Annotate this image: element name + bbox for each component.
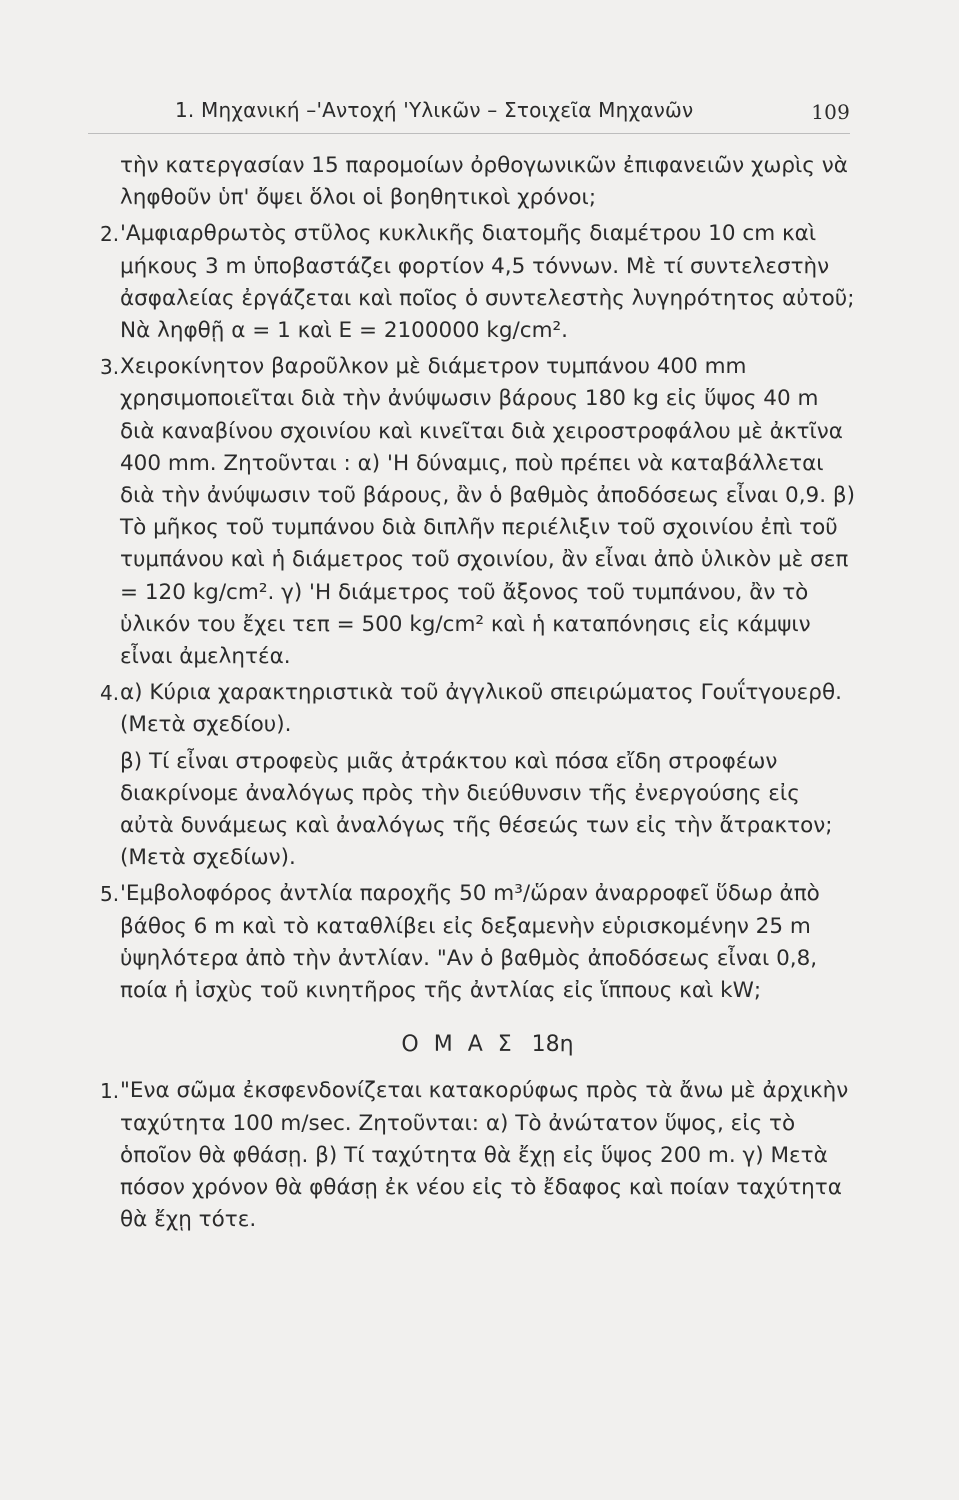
header-rule [88, 133, 850, 134]
problem-number: 1. [100, 1079, 120, 1104]
section-label: Ο Μ Α Σ [401, 1032, 516, 1058]
page-body [100, 150, 855, 1237]
problem-number: 2. [100, 222, 120, 247]
problem-text: α) Κύρια χαρακτηριστικὰ τοῦ ἀγγλικοῦ σπειρώματος Γουΐτγουερθ. (Μετὰ σχεδίου). [120, 680, 842, 738]
section-problem-1 [100, 1075, 855, 1236]
problem-4 [100, 677, 855, 874]
problem-subtext: β) Τί εἶναι στροφεὺς μιᾶς ἀτράκτου καὶ πόσα εἴδη στροφέων διακρίνομε ἀναλόγως πρὸς τὴν διεύθυνσιν τῆς ἐνεργούσης εἰς αὐτὰ δυνάμεως καὶ ἀναλόγως τῆς θέσεώς των εἰς τὴν ἄτρακτον; (Μετὰ σχεδίων). [120, 748, 833, 871]
continuation-paragraph: τὴν κατεργασίαν 15 παρομοίων ὀρθογωνικῶν ἐπιφανειῶν χωρὶς νὰ ληφθοῦν ὑπ' ὄψει ὅλοι οἱ βοηθητικοὶ χρόνοι; [120, 153, 848, 211]
problem-number: 5. [100, 882, 120, 907]
section-heading [120, 1029, 855, 1061]
problem-text: "Ενα σῶμα ἐκσφενδονίζεται κατακορύφως πρὸς τὰ ἄνω μὲ ἀρχικὴν ταχύτητα 100 m/sec. Ζητοῦνται: α) Τὸ ἀνώτατον ὕψος, εἰς τὸ ὁποῖον θὰ φθάσῃ. β) Τί ταχύτητα θὰ ἔχῃ εἰς ὕψος 200 m. γ) Μετὰ πόσον χρόνον θὰ φθάσῃ ἐκ νέου εἰς τὸ ἔδαφος καὶ ποίαν ταχύτητα θὰ ἔχῃ τότε. [120, 1078, 849, 1233]
problem-number: 4. [100, 681, 120, 706]
problem-3 [100, 351, 855, 673]
problem-text: 'Εμβολοφόρος ἀντλία παροχῆς 50 m³/ὥραν ἀναρροφεῖ ὕδωρ ἀπὸ βάθος 6 m καὶ τὸ καταθλίβει εἰς δεξαμενὴν εὑρισκομένην 25 m ὑψηλότερα ἀπὸ τὴν ἀντλίαν. "Αν ὁ βαθμὸς ἀποδόσεως εἶναι 0,8, ποία ἡ ἰσχὺς τοῦ κινητῆρος τῆς ἀντλίας εἰς ἵππους καὶ kW; [120, 881, 820, 1004]
running-header [175, 98, 850, 122]
header-title: 1. Μηχανική –'Αντοχή 'Υλικῶν – Στοιχεῖα Μηχανῶν [175, 98, 694, 122]
problem-text: 'Αμφιαρθρωτὸς στῦλος κυκλικῆς διατομῆς διαμέτρου 10 cm καὶ μήκους 3 m ὑποβαστάζει φορτίον 4,5 τόννων. Μὲ τί συντελεστὴν ἀσφαλείας ἐργάζεται καὶ ποῖος ὁ συντελεστὴς λυγηρότητος αὐτοῦ; Νὰ ληφθῇ α = 1 καὶ Ε = 2100000 kg/cm². [120, 221, 855, 344]
problem-text: Χειροκίνητον βαροῦλκον μὲ διάμετρον τυμπάνου 400 mm χρησιμοποιεῖται διὰ τὴν ἀνύψωσιν βάρους 180 kg εἰς ὕψος 40 m διὰ καναβίνου σχοινίου καὶ κινεῖται διὰ χειροστροφάλου μὲ ἀκτῖνα 400 mm. Ζητοῦνται : α) 'Η δύναμις, ποὺ πρέπει νὰ καταβάλλεται διὰ τὴν ἀνύψωσιν τοῦ βάρους, ἂν ὁ βαθμὸς ἀποδόσεως εἶναι 0,9. β) Τὸ μῆκος τοῦ τυμπάνου διὰ διπλῆν περιέλιξιν τοῦ σχοινίου ἐπὶ τοῦ τυμπάνου καὶ ἡ διάμετρος τοῦ σχοινίου, ἂν εἶναι ἀπὸ ὑλικὸν μὲ σεπ = 120 kg/cm². γ) 'Η διάμετρος τοῦ ἄξονος τοῦ τυμπάνου, ἂν τὸ ὑλικόν του ἔχει τεπ = 500 kg/cm² καὶ ἡ καταπόνησις εἰς κάμψιν εἶναι ἀμελητέα. [120, 354, 855, 670]
problem-2 [100, 218, 855, 347]
page-number: 109 [811, 100, 850, 124]
problem-5 [100, 878, 855, 1007]
problem-number: 3. [100, 355, 120, 380]
section-number: 18η [531, 1032, 574, 1058]
